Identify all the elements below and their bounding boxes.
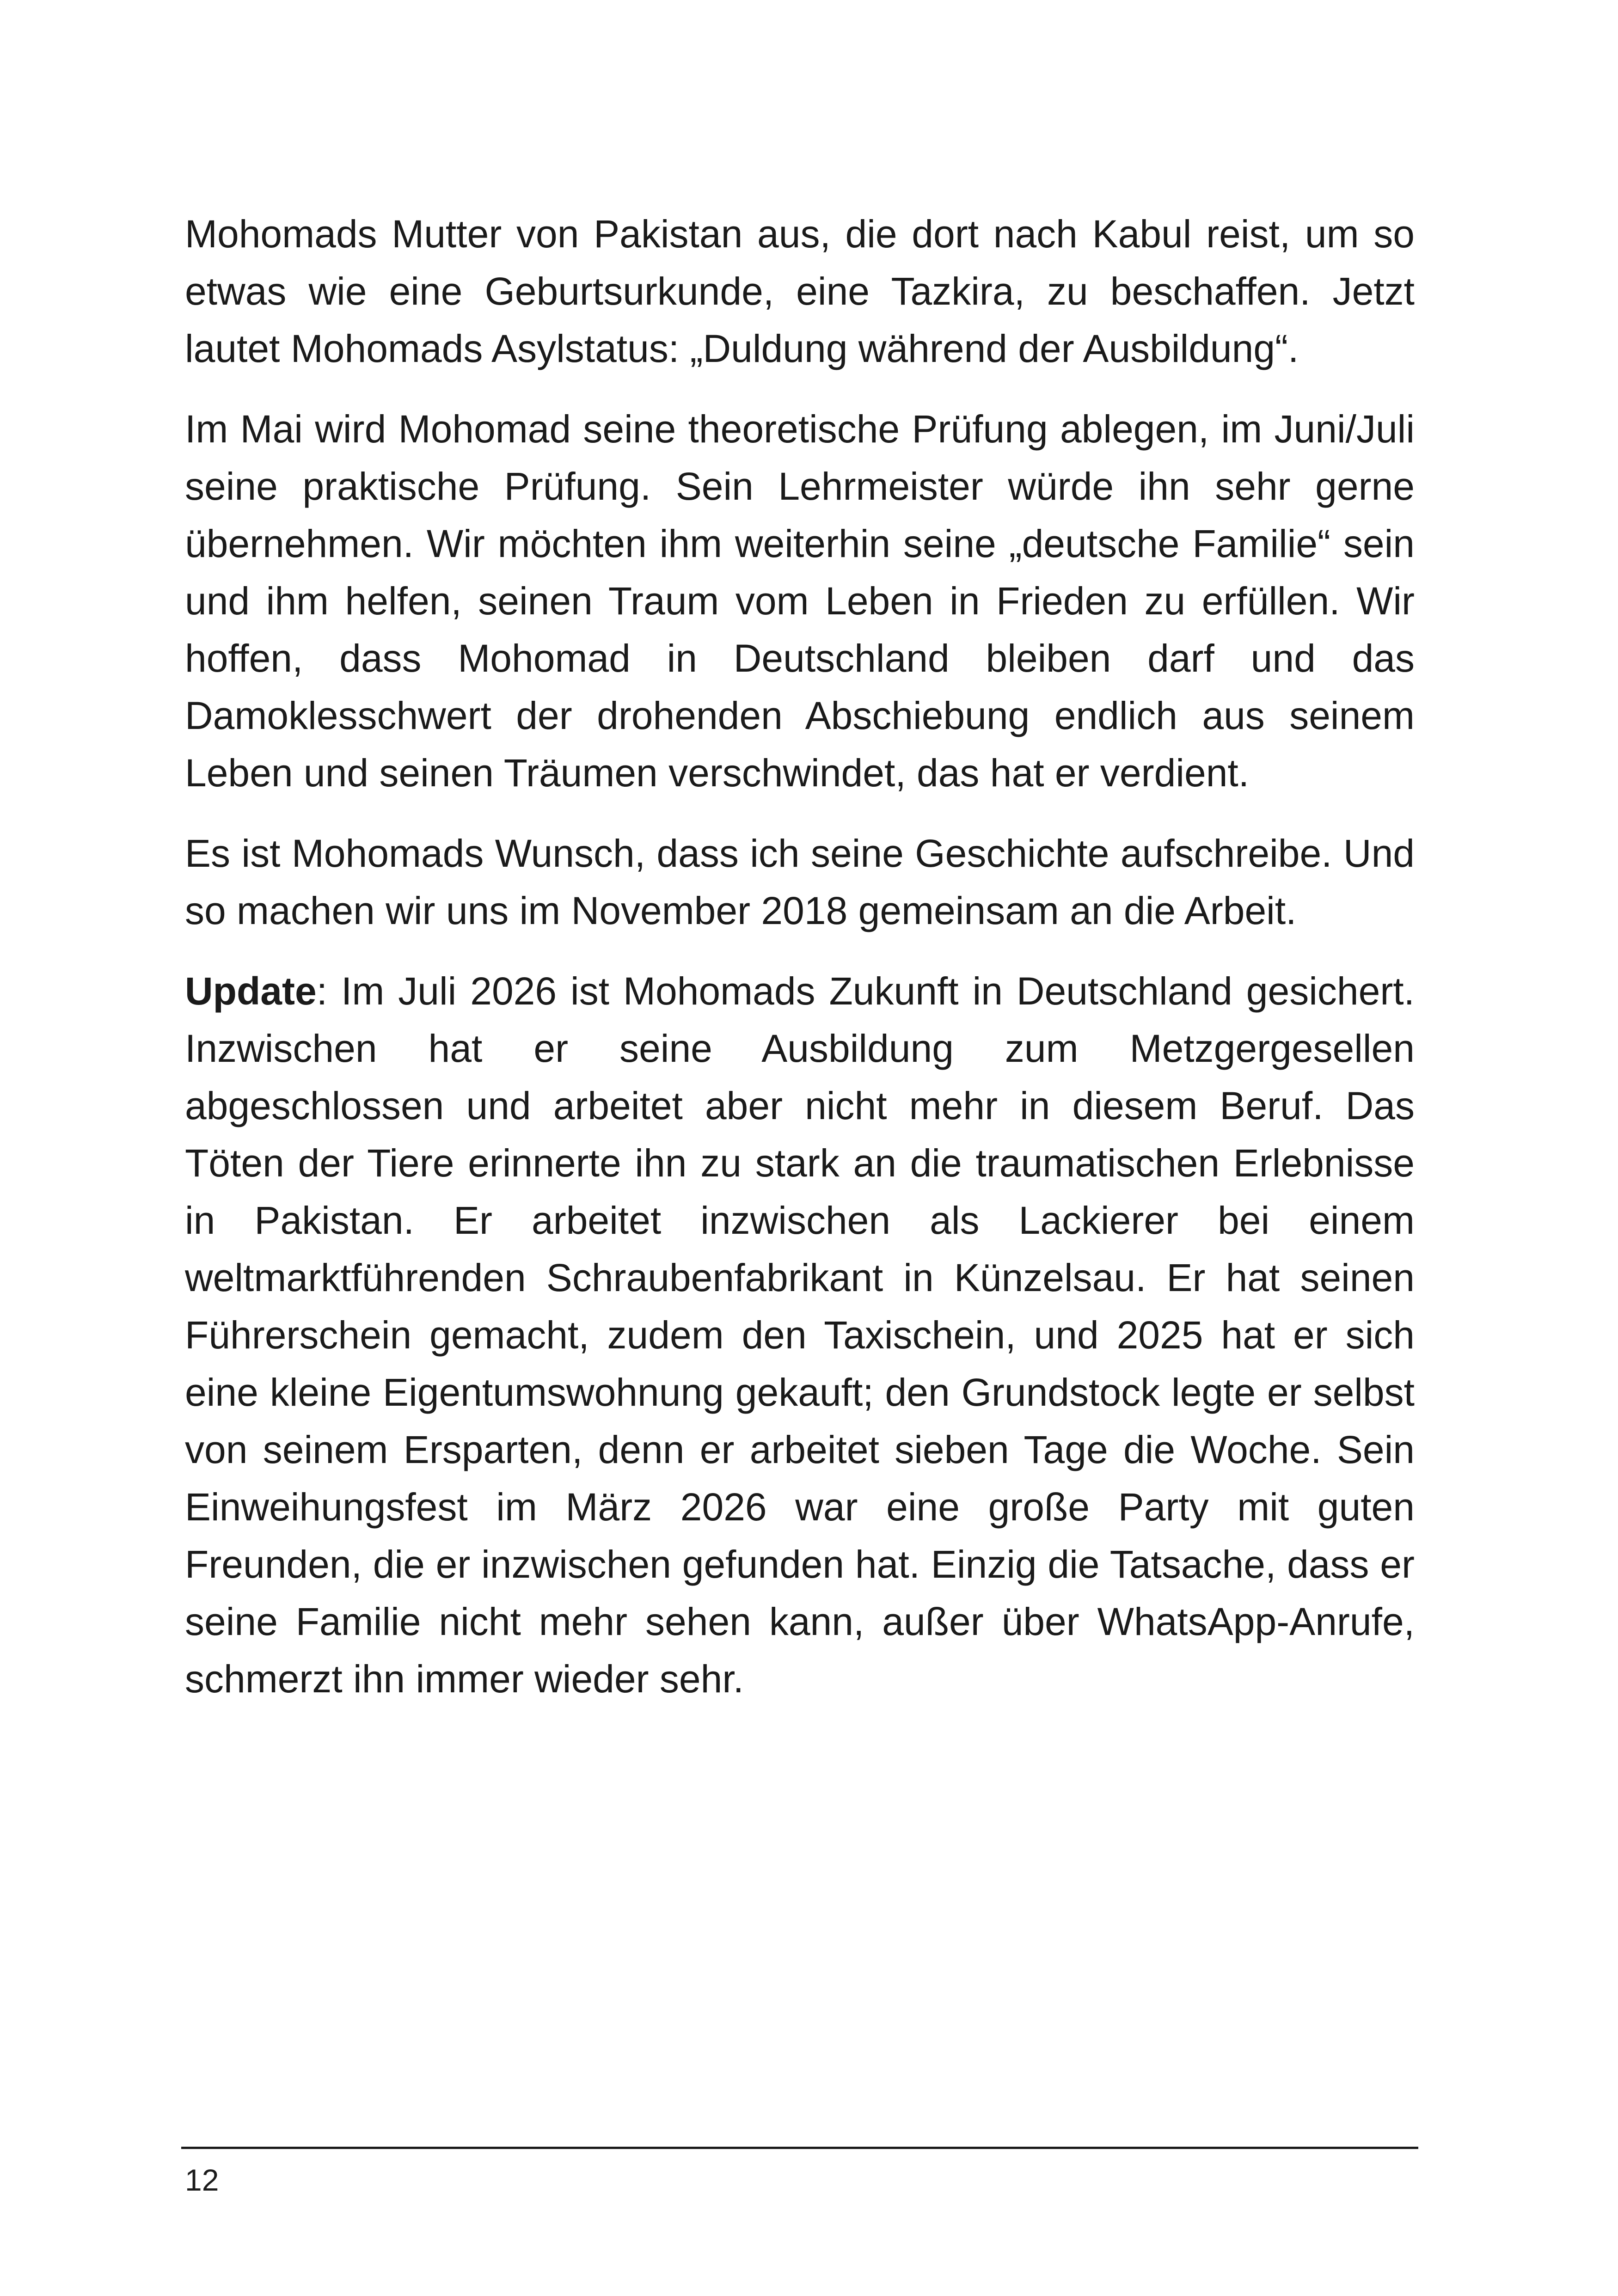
paragraph-1: Mohomads Mutter von Pakistan aus, die dort nach Kabul reist, um so etwas wie eine Geburtsurkunde, eine Tazkira, zu beschaffen. Jetzt lautet Mohomads Asylstatus: „Duldung während der Ausbildung“. — [185, 212, 1415, 370]
update-label: Update — [185, 969, 317, 1013]
paragraph-update — [185, 962, 1415, 1708]
update-text: : Im Juli 2026 ist Mohomads Zukunft in Deutschland gesichert. Inzwischen hat er seine Ausbildung zum Metzgergesellen abgeschlossen und arbeitet aber nicht mehr in diesem Beruf. Das Töten der Tiere erinnerte ihn zu stark an die traumatischen Erlebnisse in Pakistan. Er arbeitet inzwischen als Lackierer bei einem weltmarktführenden Schraubenfabrikant in Künzelsau. Er hat seinen Führerschein gemacht, zudem den Taxischein, und 2025 hat er sich eine kleine Eigentumswohnung gekauft; den Grundstock legte er selbst von seinem Ersparten, denn er arbeitet sieben Tage die Woche. Sein Einweihungsfest im März 2026 war eine große Party mit guten Freunden, die er inzwischen gefunden hat. Einzig die Tatsache, dass er seine Familie nicht mehr sehen kann, außer über WhatsApp-Anrufe, schmerzt ihn immer wieder sehr. — [185, 969, 1415, 1701]
paragraph-3: Es ist Mohomads Wunsch, dass ich seine Geschichte aufschreibe. Und so machen wir uns im November 2018 gemeinsam an die Arbeit. — [185, 832, 1415, 932]
footer-divider — [181, 2147, 1418, 2149]
paragraph-2: Im Mai wird Mohomad seine theoretische Prüfung ablegen, im Juni/Juli seine praktische Prüfung. Sein Lehrmeister würde ihn sehr gerne übernehmen. Wir möchten ihm weiterhin seine „deutsche Familie“ sein und ihm helfen, seinen Traum vom Leben in Frieden zu erfüllen. Wir hoffen, dass Mohomad in Deutschland bleiben darf und das Damoklesschwert der drohenden Abschiebung endlich aus seinem Leben und seinen Träumen verschwindet, das hat er verdient. — [185, 407, 1415, 795]
body-text — [185, 205, 1415, 1708]
page-number: 12 — [185, 2163, 219, 2197]
